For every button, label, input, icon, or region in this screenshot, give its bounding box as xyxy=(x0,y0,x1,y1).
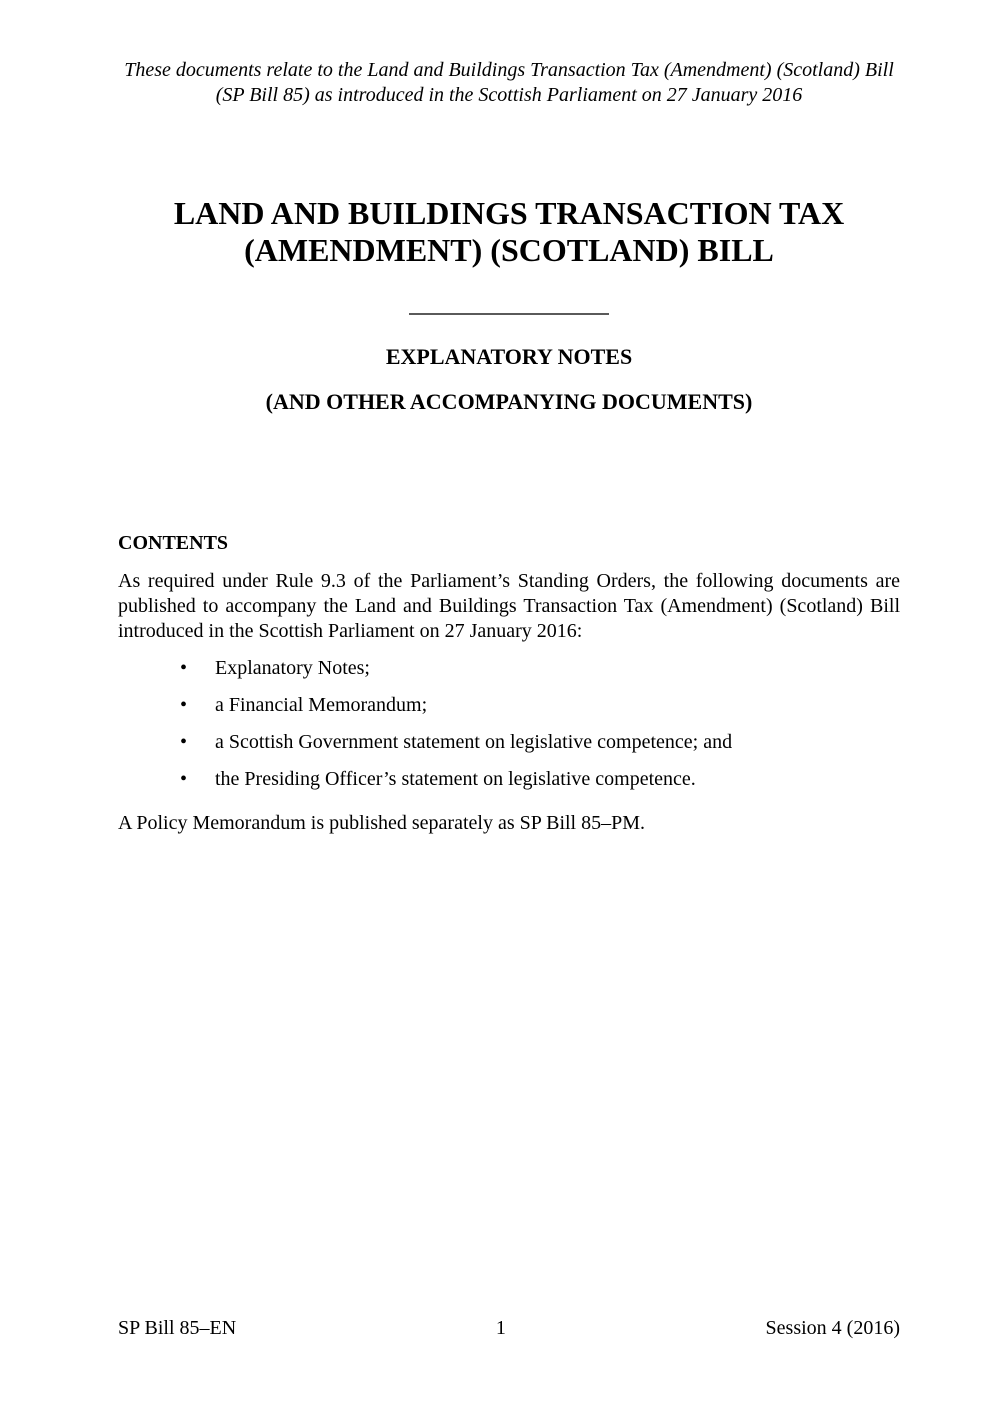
footer-page-number: 1 xyxy=(495,1317,506,1339)
bullet-icon: • xyxy=(180,694,188,716)
horizontal-divider xyxy=(409,313,609,315)
list-item-text: Explanatory Notes; xyxy=(215,657,370,679)
contents-intro-paragraph: As required under Rule 9.3 of the Parliament’s Standing Orders, the following documents are published to accompany the Land and Buildings Transaction Tax (Amendment) (Scotland) Bill introduced in the Scottish Parliament on 27 January 2016: xyxy=(118,570,900,642)
list-item xyxy=(180,767,900,792)
bullet-icon: • xyxy=(180,657,188,679)
header-note xyxy=(118,0,900,108)
list-item-text: the Presiding Officer’s statement on legislative competence. xyxy=(215,768,696,790)
bill-title xyxy=(118,195,900,269)
footer-session: Session 4 (2016) xyxy=(765,1317,900,1339)
list-item xyxy=(180,656,900,681)
header-note-line1: These documents relate to the Land and Buildings Transaction Tax (Amendment) (Scotland) Bill xyxy=(124,59,894,81)
subtitle-explanatory-notes: EXPLANATORY NOTES xyxy=(385,344,633,369)
list-item xyxy=(180,693,900,718)
bill-title-line1: LAND AND BUILDINGS TRANSACTION TAX xyxy=(173,195,845,231)
bill-title-line2: (AMENDMENT) (SCOTLAND) BILL xyxy=(244,232,774,268)
header-note-line2: (SP Bill 85) as introduced in the Scottish Parliament on 27 January 2016 xyxy=(215,84,803,106)
list-item-text: a Scottish Government statement on legislative competence; and xyxy=(215,731,733,753)
subtitle-accompanying-documents: (AND OTHER ACCOMPANYING DOCUMENTS) xyxy=(265,389,753,414)
list-item-text: a Financial Memorandum; xyxy=(215,694,428,716)
bullet-icon: • xyxy=(180,731,188,753)
bullet-icon: • xyxy=(180,768,188,790)
accompanying-documents-list xyxy=(118,656,900,792)
contents-heading: CONTENTS xyxy=(118,532,229,554)
list-item xyxy=(180,730,900,755)
footer-bill-reference: SP Bill 85–EN xyxy=(118,1317,237,1339)
page-footer xyxy=(118,1316,900,1341)
policy-memorandum-note: A Policy Memorandum is published separately as SP Bill 85–PM. xyxy=(118,812,646,834)
